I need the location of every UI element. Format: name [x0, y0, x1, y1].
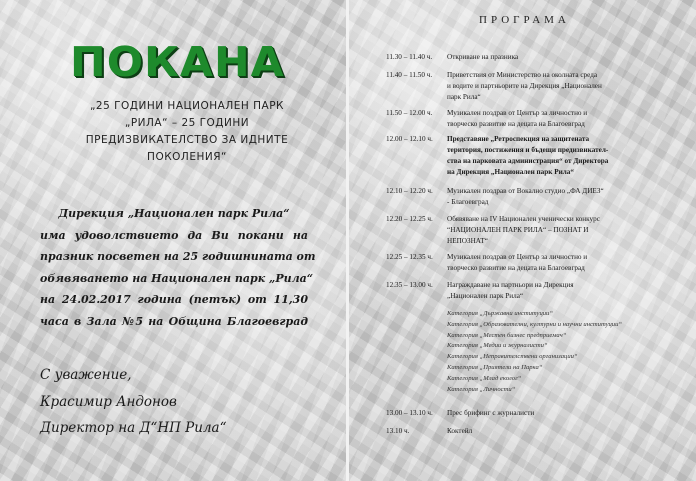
category-item: Категория „Местен бизнес предприемач“ — [447, 331, 567, 339]
subtitle-line: „25 ГОДИНИ НАЦИОНАЛЕН ПАРК — [89, 100, 284, 112]
program-text — [447, 108, 685, 130]
program-time: 12.25 – 12.35 ч. — [386, 253, 433, 261]
program-time: 12.00 – 12.10 ч. — [386, 135, 433, 143]
signer-name: Красимир Андонов — [40, 393, 177, 410]
invitation-title: ПОКАНА — [70, 38, 285, 86]
program-line: и водите и партньорите на Дирекция „Национален — [447, 82, 602, 90]
program-line: Награждаване на партньори на Дирекция — [447, 281, 574, 289]
body-line: обявяването на Национален парк „Рила“ — [40, 271, 314, 285]
invitation-subtitle — [56, 98, 318, 166]
program-line: на Дирекция „Национален парк Рила“ — [447, 168, 574, 176]
program-line: Музикален поздрав от Център за личностно и — [447, 109, 588, 117]
signature-block — [40, 362, 320, 442]
program-line: “НАЦИОНАЛЕН ПАРК РИЛА“ – ПОЗНАТ И — [447, 226, 589, 234]
program-time: 12.20 – 12.25 ч. — [386, 215, 433, 223]
program-line: Коктейл — [447, 427, 473, 435]
program-line: - Благоевград — [447, 198, 489, 206]
closing-text: С уважение, — [40, 367, 132, 383]
program-time: 13.00 – 13.10 ч. — [386, 409, 433, 417]
award-categories — [447, 309, 687, 395]
program-time: 12.10 – 12.20 ч. — [386, 187, 433, 195]
program-line: творческо развитие на децата на Благоевград — [447, 264, 585, 272]
program-line: Обявяване на IV Национален ученически конкурс — [447, 215, 600, 223]
program-line: Музикален поздрав от Вокално студио „ФА ДИЕЗ“ — [447, 187, 604, 195]
subtitle-line: ПРЕДИЗВИКАТЕЛСТВО ЗА ИДНИТЕ — [85, 134, 289, 146]
program-time: 11.30 – 11.40 ч. — [386, 53, 433, 61]
program-line: Музикален поздрав от Център за личностно и — [447, 253, 588, 261]
category-item: Категория „Образователни, културни и научни институции“ — [447, 320, 623, 328]
program-line: парк Рила“ — [447, 93, 481, 101]
body-line: празник посветен на 25 годишнината от — [40, 250, 316, 263]
program-text — [447, 134, 685, 178]
category-item: Категория „Личности“ — [447, 385, 516, 393]
program-time: 13.10 ч. — [386, 427, 410, 435]
subtitle-line: ПОКОЛЕНИЯ“ — [147, 151, 227, 163]
category-item: Категория „Приятели на Парка“ — [447, 363, 543, 371]
category-item: Категория „Медии и журналисти“ — [447, 342, 548, 350]
program-text — [447, 408, 685, 419]
signer-title: Директор на Д“НП Рила“ — [40, 420, 227, 436]
program-text — [447, 280, 685, 302]
subtitle-line: „РИЛА“ – 25 ГОДИНИ — [124, 117, 250, 129]
program-text — [447, 252, 685, 274]
program-text — [447, 214, 685, 247]
program-line: Приветствия от Министерство на околната среда — [447, 71, 598, 79]
program-text — [447, 52, 685, 63]
body-line: на 24.02.2017 година (петък) от 11,30 — [40, 293, 308, 306]
invitation-body — [40, 203, 316, 332]
program-time: 11.40 – 11.50 ч. — [386, 71, 433, 79]
program-line: НЕПОЗНАТ“ — [447, 237, 488, 245]
program-line: творческо развитие на децата на Благоевград — [447, 120, 585, 128]
program-line: ства на парковата администрация“ от Директора — [447, 157, 609, 165]
category-item: Категория „Неправителствени организации“ — [447, 353, 578, 361]
body-line: часа в Зала №5 на Община Благоевград — [40, 314, 308, 328]
program-panel — [349, 0, 696, 481]
program-line: „Национален парк Рила“ — [447, 292, 524, 300]
program-text — [447, 70, 685, 103]
program-title: ПРОГРАМА — [479, 14, 570, 26]
category-item: Категория „Млад еколог“ — [447, 374, 522, 382]
invitation-panel — [0, 0, 346, 481]
program-text — [447, 186, 685, 208]
program-line: територия, постижения и бъдещи предизвикател- — [447, 146, 609, 154]
category-item: Категория „Държавни институции“ — [447, 310, 554, 317]
program-line: Откриване на празника — [447, 53, 519, 61]
program-time: 11.50 – 12.00 ч. — [386, 109, 433, 117]
program-line: Представяне „Ретроспекция на защитената — [447, 135, 590, 143]
body-line: Дирекция „Национален парк Рила“ — [58, 207, 290, 220]
body-line: има удоволствието да Ви покани на — [40, 228, 308, 242]
program-time: 12.35 – 13.00 ч. — [386, 281, 433, 289]
program-line: Прес брифинг с журналисти — [447, 409, 535, 417]
program-text — [447, 426, 685, 437]
